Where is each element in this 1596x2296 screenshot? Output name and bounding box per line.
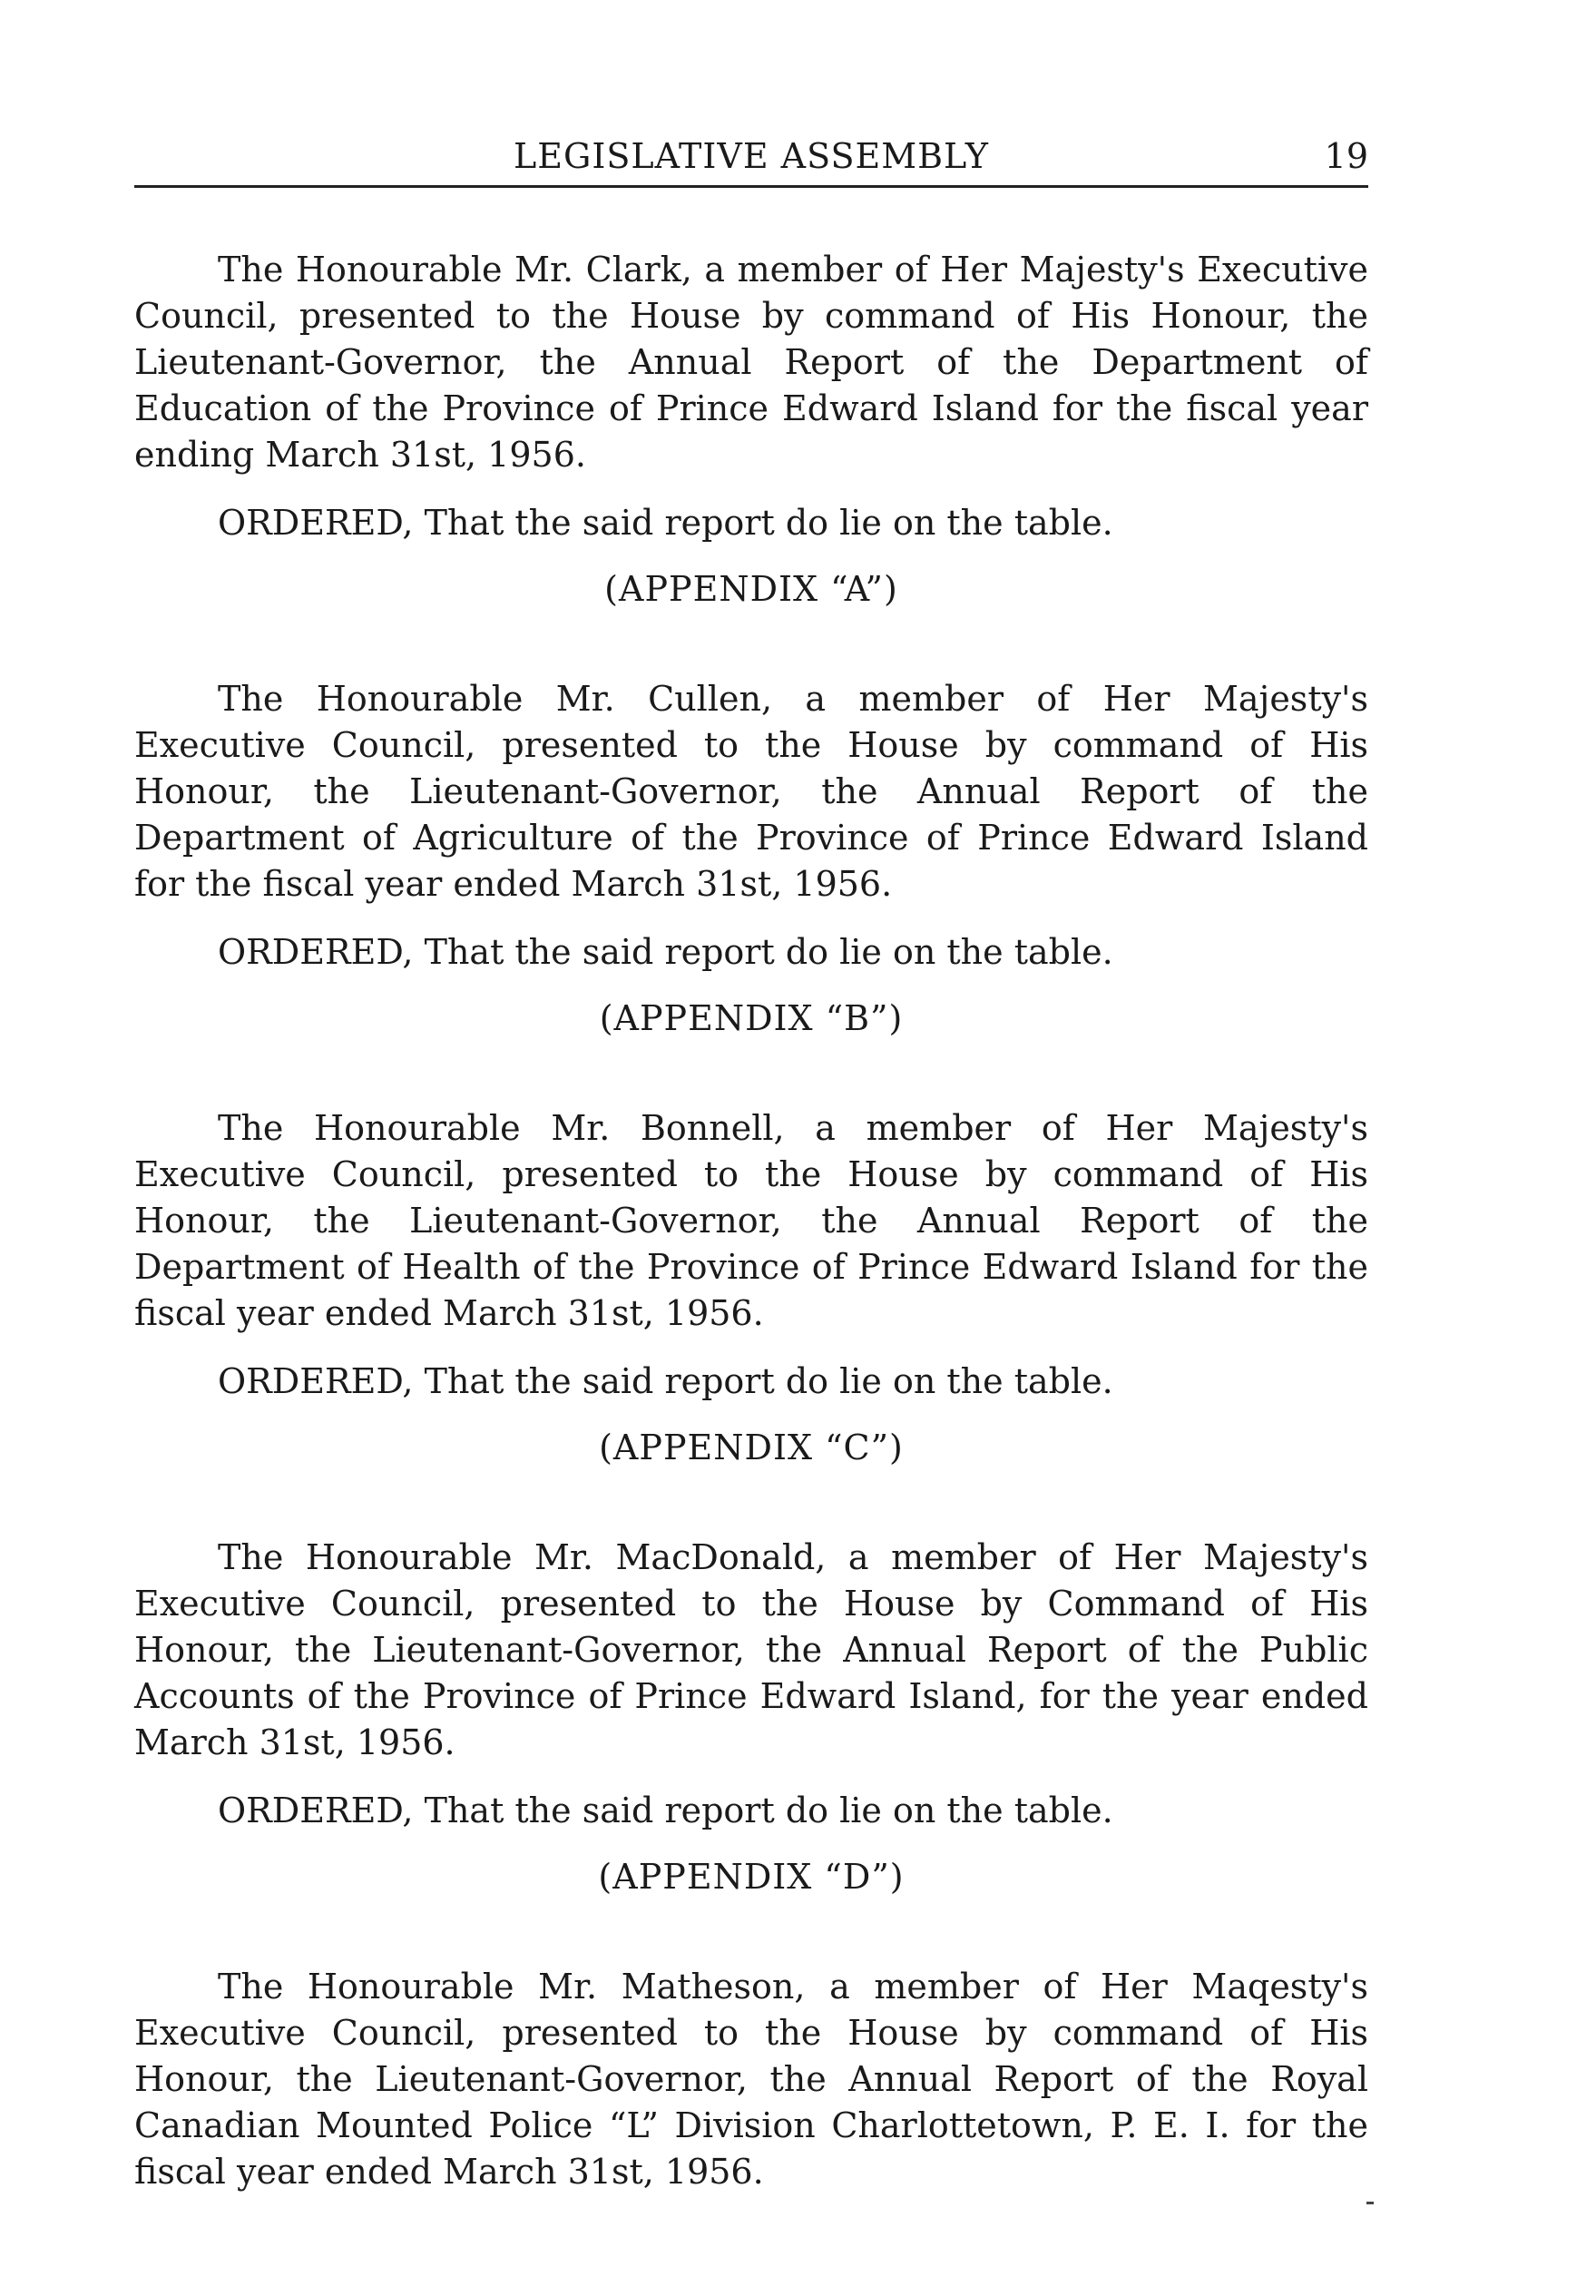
running-title: LEGISLATIVE ASSEMBLY xyxy=(514,136,989,176)
ordered-line: ORDERED, That the said report do lie on the table. xyxy=(218,932,1113,972)
entry-health xyxy=(134,1105,1368,1471)
entry-rcmp xyxy=(134,1964,1368,2195)
page-number: 19 xyxy=(1324,136,1368,176)
entry-public-accounts xyxy=(134,1535,1368,1900)
entry-paragraph: The Honourable Mr. MacDonald, a member of Her Majesty's Executive Council, presented to the House by Command of His Honour, the Lieutenant-Governor, the Annual Report of the Public Accounts of the Province of Prince Edward Island, for the year ended March 31st, 1956. xyxy=(134,1537,1368,1762)
appendix-label: (APPENDIX “D”) xyxy=(598,1857,905,1897)
entry-paragraph: The Honourable Mr. Matheson, a member of Her Maqesty's Executive Council, presented to the House by command of His Honour, the Lieutenant-Governor, the Annual Report of the Royal Canadian Mounted Police “L” Division Charlottetown, P. E. I. for the fiscal year ended March 31st, 1956. xyxy=(134,1967,1368,2192)
appendix-label: (APPENDIX “B”) xyxy=(599,998,904,1038)
ordered-line: ORDERED, That the said report do lie on the table. xyxy=(218,1791,1113,1830)
stray-ink-mark xyxy=(1366,2202,1374,2204)
appendix-label: (APPENDIX “C”) xyxy=(599,1428,904,1467)
entry-paragraph: The Honourable Mr. Clark, a member of Her Majesty's Executive Council, presented to the House by command of His Honour, the Lieutenant-Governor, the Annual Report of the Department of Education of the Province of Prince Edward Island for the fiscal year ending March 31st, 1956. xyxy=(134,250,1368,475)
running-header xyxy=(134,134,1368,188)
entry-education xyxy=(134,247,1368,613)
ordered-line: ORDERED, That the said report do lie on the table. xyxy=(218,1361,1113,1401)
ordered-line: ORDERED, That the said report do lie on the table. xyxy=(218,503,1113,543)
entry-paragraph: The Honourable Mr. Cullen, a member of Her Majesty's Executive Council, presented to the House by command of His Honour, the Lieutenant-Governor, the Annual Report of the Department of Agriculture of the Province of Prince Edward Island for the fiscal year ended March 31st, 1956. xyxy=(134,679,1368,904)
entry-paragraph: The Honourable Mr. Bonnell, a member of Her Majesty's Executive Council, presented to the House by command of His Honour, the Lieutenant-Governor, the Annual Report of the Department of Health of the Province of Prince Edward Island for the fiscal year ended March 31st, 1956. xyxy=(134,1108,1368,1333)
body-text xyxy=(134,247,1368,2195)
document-page xyxy=(134,0,1368,2296)
appendix-label: (APPENDIX “A”) xyxy=(604,569,898,609)
entry-agriculture xyxy=(134,676,1368,1042)
